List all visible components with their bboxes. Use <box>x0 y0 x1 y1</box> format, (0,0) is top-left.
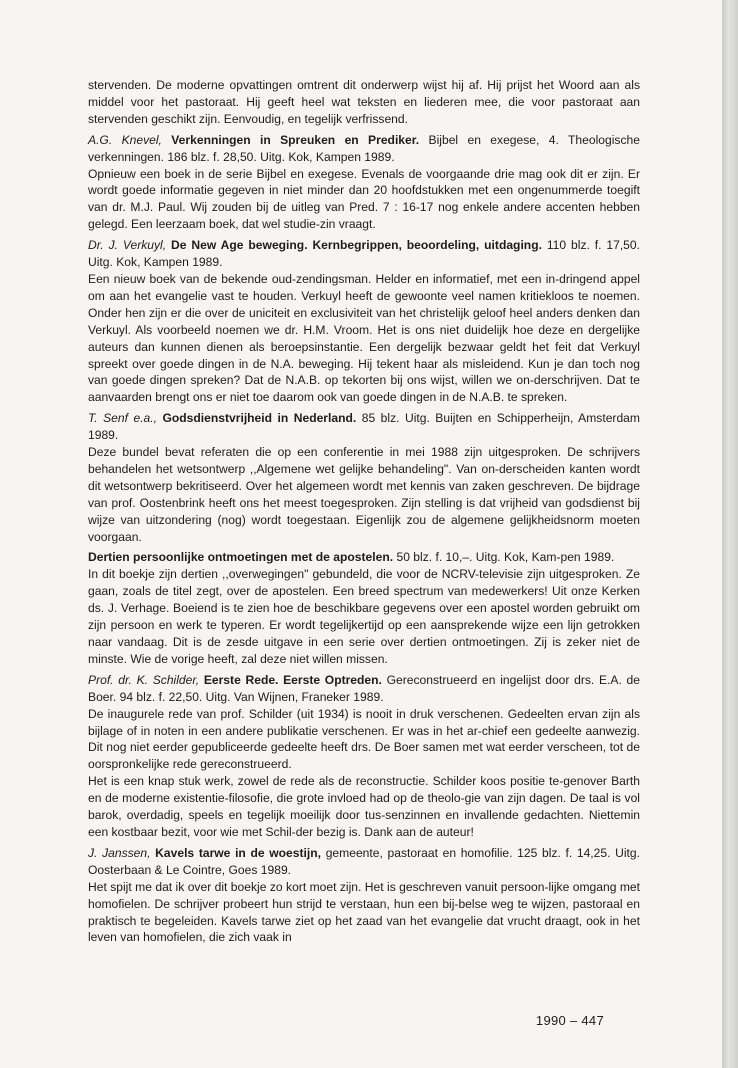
review-author: Dr. J. Verkuyl, <box>88 238 167 253</box>
review-book-title: Verkenningen in Spreuken en Prediker. <box>171 132 420 147</box>
book-review-entry <box>88 237 640 406</box>
book-review-entry <box>88 845 640 946</box>
review-book-title: Godsdienstvrijheid in Nederland. <box>162 411 357 426</box>
review-publication-details: 110 blz. f. 17,50. Uitg. Kok, Kampen 1989. <box>88 238 640 270</box>
review-heading <box>88 132 640 166</box>
review-book-title: Dertien persoonlijke ontmoetingen met de apostelen. <box>88 550 394 565</box>
review-heading <box>88 672 640 706</box>
review-heading <box>88 845 640 879</box>
book-review-entry <box>88 672 640 841</box>
review-text: Een nieuw boek van de bekende oud-zendingsman. Helder en informatief, met een in-dringend appel om aan het evangelie vast te houden. Verkuyl heeft de gewoonte veel namen kritiekloos te noemen. Onder hen zijn er die over de uniciteit en exclusiviteit van het christelijk geloof heel anders denken dan Verkuyl. Als voorbeeld noemen we dr. H.M. Vroom. Het is ons niet duidelijk hoe deze en dergelijke auteurs dan kunnen dienen als beroepsinstantie. Een dergelijk bezwaar geldt het feit dat Verkuyl spreekt over goede dingen in de N.A. beweging. Hij tekent haar als misleidend. Kun je dan toch nog van goede dingen spreken? Dat de N.A.B. op tekorten bij ons wijst, willen we on-derschrijven. Dat te aanvaarden brengt ons er niet toe daarom ook van goede dingen in de N.A.B. te spreken. <box>88 271 640 405</box>
review-publication-details: 50 blz. f. 10,–. Uitg. Kok, Kam-pen 1989. <box>396 550 615 565</box>
review-author: Prof. dr. K. Schilder, <box>88 672 200 687</box>
book-review-entry <box>88 410 640 545</box>
review-publication-details: Bijbel en exegese, 4. Theologische verkenningen. 186 blz. f. 28,50. Uitg. Kok, Kampen 1989. <box>88 132 640 164</box>
review-publication-details: 85 blz. Uitg. Buijten en Schipperheijn, Amsterdam 1989. <box>88 411 640 443</box>
review-heading <box>88 410 640 444</box>
review-text: Het is een knap stuk werk, zowel de rede als de reconstructie. Schilder koos positie te-genover Barth en de moderne existentie-filosofie, die grote invloed had op de theolo-gie van zijn dagen. De taal is vol barok, overdadig, speels en tegelijk moeilijk door tus-senzinnen en invallende gedachten. Niettemin een kostbaar bezit, voor wie met Schil-der bezig is. Dank aan de auteur! <box>88 774 640 839</box>
book-review-entry <box>88 132 640 233</box>
page-number: 1990 – 447 <box>535 1013 604 1028</box>
review-book-title: De New Age beweging. Kernbegrippen, beoordeling, uitdaging. <box>171 238 542 253</box>
article-body <box>88 77 640 946</box>
review-text: Opnieuw een boek in de serie Bijbel en exegese. Evenals de voorgaande drie mag ook dit er zijn. Er wordt goede informatie gegeven in niet minder dan 20 hoofdstukken met een ongenummerde toegift van dr. M.J. Paul. Wij zouden bij de uitleg van Pred. 7 : 16-17 nog enkele andere accenten hebben gelegd. Een leerzaam boek, dat wel studie-zin vraagt. <box>88 166 640 232</box>
intro-paragraph: stervenden. De moderne opvattingen omtrent dit onderwerp wijst hij af. Hij prijst het Woord aan als middel voor het pastoraat. Hij geeft heel wat teksten en liederen mee, die voor pastoraat aan stervenden geschikt zijn. Eenvoudig, en tegelijk verfrissend. <box>88 78 640 126</box>
review-heading <box>88 549 640 566</box>
review-author: J. Janssen, <box>88 845 151 860</box>
review-text: In dit boekje zijn dertien ,,overwegingen" gebundeld, die voor de NCRV-televisie zijn uitgesproken. Ze gaan, zoals de titel zegt, over de apostelen. Een breed spectrum van medewerkers! Uit onze Kerken ds. J. Verhage. Boeiend is te zien hoe de beschikbare gegevens over een apostel worden gebruikt om zijn persoon en werk te typeren. Er wordt tegelijkertijd op een aansprekende wijze een lijn getrokken naar vandaag. Dit is de zesde uitgave in een serie over dertien ontmoetingen. Zij is zeker niet de minste. Wie de vorige heeft, zal deze niet willen missen. <box>88 567 640 666</box>
review-text: De inaugurele rede van prof. Schilder (uit 1934) is nooit in druk verschenen. Gedeelten ervan zijn als bijlage of in noten in een andere publikatie verschenen. Er was in het ar-chief een gedeelte aanwezig. Dit nog niet eerder gepubliceerde gedeelte heeft drs. De Boer samen met wat eerder verscheen, tot de oorspronkelijke rede gereconstrueerd. <box>88 706 640 772</box>
review-author: A.G. Knevel, <box>88 132 162 147</box>
review-author: T. Senf e.a., <box>88 411 158 426</box>
review-text: Het spijt me dat ik over dit boekje zo kort moet zijn. Het is geschreven vanuit persoon-lijke omgang met homofielen. De schrijver probeert hun strijd te verstaan, hun een bij-belse weg te wijzen, pastoraal en praktisch te begeleiden. Kavels tarwe ziet op het zaad van het evangelie dat vrucht draagt, ook in het leven van homofielen, die zich vaak in <box>88 879 640 945</box>
review-book-title: Kavels tarwe in de woestijn, <box>155 845 322 860</box>
book-reviews <box>88 132 640 947</box>
book-review-entry <box>88 549 640 667</box>
review-heading <box>88 237 640 271</box>
review-text: Deze bundel bevat referaten die op een conferentie in mei 1988 zijn uitgesproken. De schrijvers behandelen het wetsontwerp ,,Algemene wet gelijke behandeling". Van on-derscheiden kanten wordt dit wetsontwerp bekritiseerd. Over het algemeen wordt met kennis van zaken geschreven. De bijdrage van prof. Oostenbrink heeft ons het meest toegesproken. Zijn stelling is dat vrijheid van godsdienst bij wijze van uitzondering (nog) wordt toegestaan. Eigenlijk zou de algemene gelijkheidsnorm moeten voorgaan. <box>88 445 640 544</box>
review-book-title: Eerste Rede. Eerste Optreden. <box>203 672 382 687</box>
page-edge <box>722 0 738 1068</box>
review-publication-details: Gereconstrueerd en ingelijst door drs. E.A. de Boer. 94 blz. f. 22,50. Uitg. Van Wijnen, Franeker 1989. <box>88 672 640 704</box>
review-publication-details: gemeente, pastoraat en homofilie. 125 blz. f. 14,25. Uitg. Oosterbaan & Le Cointre, Goes 1989. <box>88 845 640 877</box>
